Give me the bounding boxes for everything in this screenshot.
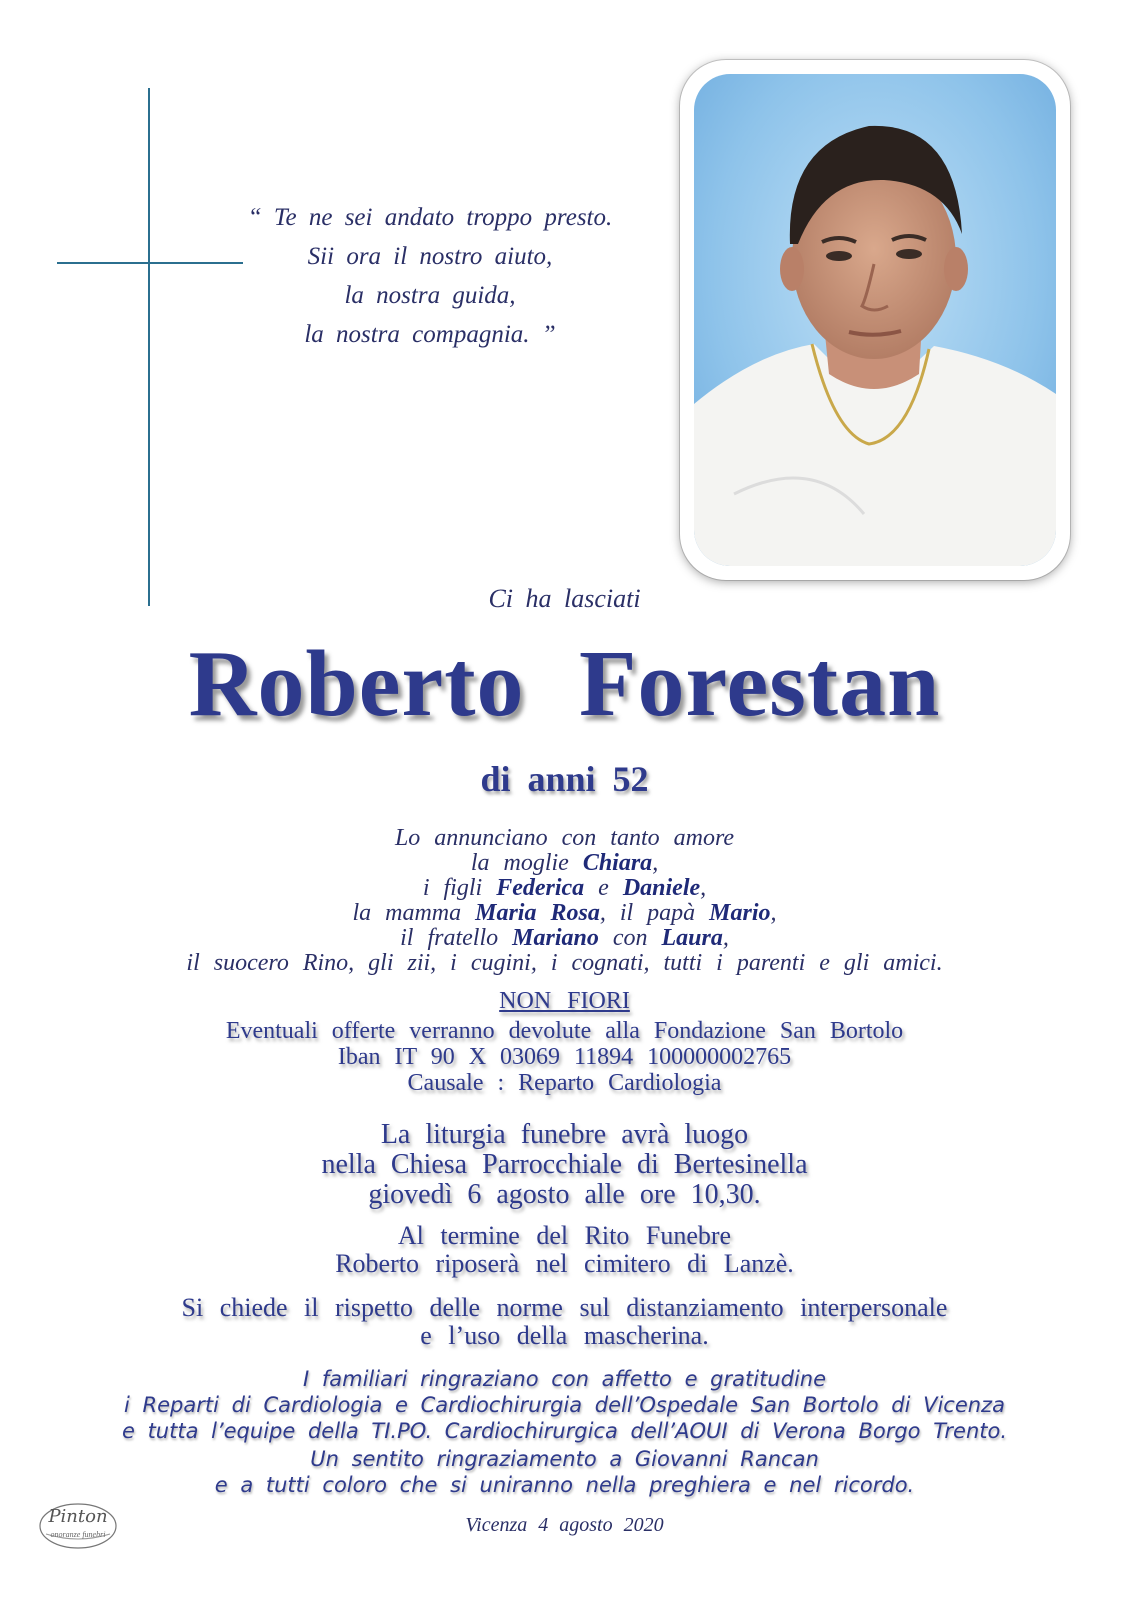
cross-vertical-bar (148, 88, 150, 606)
logo-name: Pinton (48, 1506, 108, 1527)
child-name: Daniele (622, 875, 701, 901)
burial-info (0, 1222, 1129, 1278)
partner-name: Laura (661, 925, 723, 951)
burial-line: Roberto riposerà nel cimitero di Lanzè. (335, 1249, 794, 1278)
family-line: i figli Federica e Daniele, (422, 875, 707, 901)
non-fiori-heading: NON FIORI (499, 988, 630, 1014)
burial-line: Al termine del Rito Funebre (397, 1221, 732, 1250)
donation-line: Eventuali offerte verranno devolute alla Fondazione San Bortolo (225, 1018, 904, 1044)
covid-notice (0, 1294, 1129, 1350)
donation-info (0, 1018, 1129, 1096)
notice-date: Vicenza 4 agosto 2020 (465, 1514, 664, 1536)
funeral-info (0, 1120, 1129, 1210)
notice-line: e l’uso della mascherina. (420, 1321, 709, 1350)
brother-name: Mariano (512, 925, 599, 951)
funeral-line: giovedì 6 agosto alle ore 10,30. (368, 1179, 761, 1210)
quote-line: la nostra compagnia. ” (304, 321, 556, 348)
thanks-block (0, 1366, 1129, 1444)
thanks-line: i Reparti di Cardiologia e Cardiochirurgia dell’Ospedale San Bortolo di Vicenza (124, 1393, 1005, 1417)
donation-reason: Causale : Reparto Cardiologia (407, 1070, 722, 1096)
family-line: Lo annunciano con tanto amore (394, 825, 735, 851)
quote-line: la nostra guida, (344, 282, 516, 309)
thanks-line: e tutta l’equipe della TI.PO. Cardiochirurgica dell’AOUI di Verona Borgo Trento. (121, 1419, 1008, 1443)
mother-name: Maria Rosa (475, 900, 600, 926)
notice-line: Si chiede il rispetto delle norme sul distanziamento interpersonale (181, 1293, 948, 1322)
family-announcement (0, 826, 1129, 976)
funeral-line: La liturgia funebre avrà luogo (380, 1119, 749, 1150)
lead-text: Ci ha lasciati (488, 584, 641, 613)
quote-line: “ Te ne sei andato troppo presto. (247, 204, 613, 231)
deceased-age: di anni 52 (480, 759, 649, 799)
thanks-line: e a tutti coloro che si uniranno nella preghiera e nel ricordo. (214, 1473, 915, 1497)
thanks-line: I familiari ringraziano con affetto e gratitudine (302, 1367, 827, 1391)
family-line: la moglie Chiara, (470, 850, 659, 876)
logo-subtitle: onoranze funebri (50, 1530, 106, 1539)
family-line: la mamma Maria Rosa, il papà Mario, (352, 900, 777, 926)
child-name: Federica (496, 875, 585, 901)
thanks-line: Un sentito ringraziamento a Giovanni Rancan (310, 1447, 819, 1471)
deceased-name: Roberto Forestan (188, 632, 941, 736)
father-name: Mario (709, 900, 771, 926)
funeral-line: nella Chiesa Parrocchiale di Bertesinella (321, 1149, 808, 1180)
quote-line: Sii ora il nostro aiuto, (307, 243, 553, 270)
special-thanks-block (0, 1446, 1129, 1498)
family-line: il fratello Mariano con Laura, (400, 925, 729, 951)
memorial-quote (200, 198, 660, 354)
iban-line: Iban IT 90 X 03069 11894 100000002765 (337, 1044, 792, 1070)
portrait-photo (694, 74, 1056, 566)
wife-name: Chiara (582, 850, 653, 876)
family-line: il suocero Rino, gli zii, i cugini, i cognati, tutti i parenti e gli amici. (186, 950, 943, 976)
